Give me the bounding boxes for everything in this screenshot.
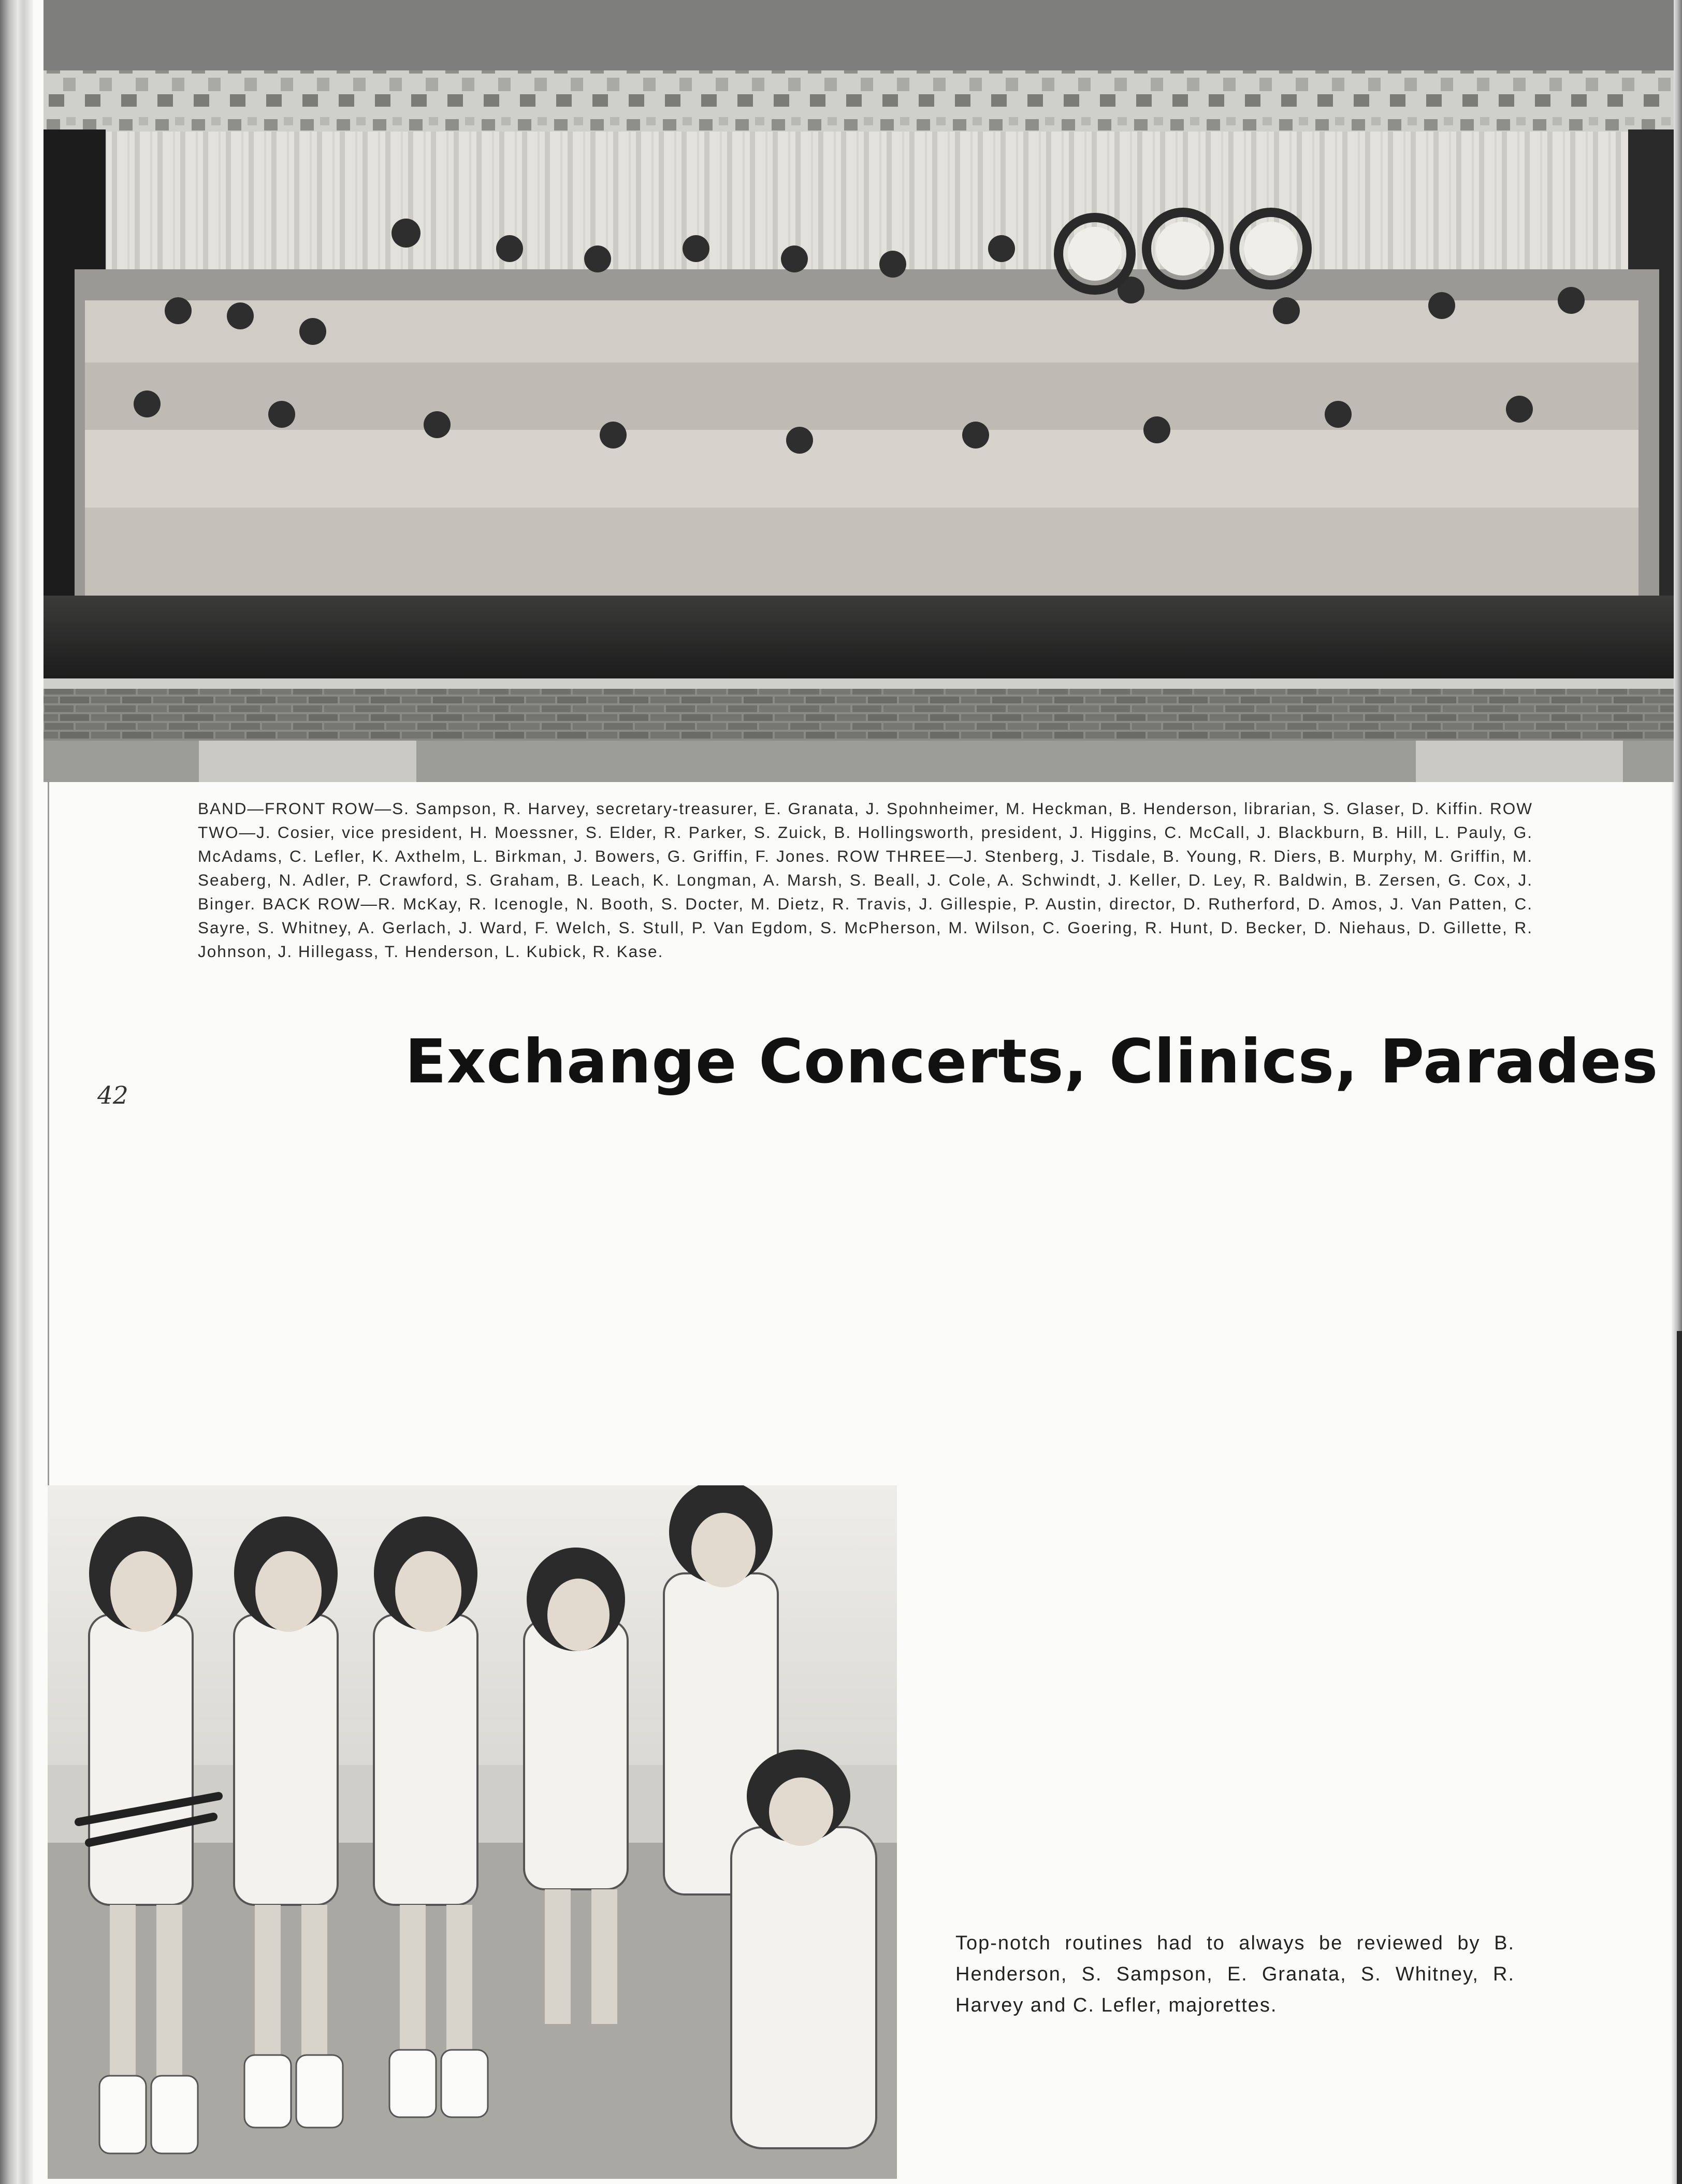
page-number: 42 xyxy=(97,1081,128,1110)
majorettes-photo-illustration xyxy=(48,1485,897,2179)
band-photo xyxy=(44,0,1674,782)
band-caption: BAND—FRONT ROW—S. Sampson, R. Harvey, secretary-treasurer, E. Granata, J. Spohnheimer, M. Heckman, B. Henderson, librarian, S. Glaser, D. Kiffin. ROW TWO—J. Cosier, vice president, H. Moessner, S. Elder, R. Parker, S. Zuick, B. Hollingsworth, president, J. Higgins, C. McCall, J. Blackburn, B. Hill, L. Pauly, G. McAdams, C. Lefler, K. Axthelm, L. Birkman, J. Bowers, G. Griffin, F. Jones. ROW THREE—J. Stenberg, J. Tisdale, B. Young, R. Diers, B. Murphy, M. Griffin, M. Seaberg, N. Adler, P. Crawford, S. Graham, B. Leach, K. Longman, A. Marsh, S. Beall, J. Cole, A. Schwindt, J. Keller, D. Ley, R. Baldwin, B. Zersen, G. Cox, J. Binger. BACK ROW—R. McKay, R. Icenogle, N. Booth, S. Docter, M. Dietz, R. Travis, J. Gillespie, P. Austin, director, D. Rutherford, D. Amos, J. Van Patten, C. Sayre, S. Whitney, A. Gerlach, J. Ward, F. Welch, S. Stull, P. Van Egdom, S. McPherson, M. Wilson, C. Goering, R. Hunt, D. Becker, D. Niehaus, D. Gillette, R. Johnson, J. Hillegass, T. Henderson, L. Kubick, R. Kase. xyxy=(198,799,1533,961)
page-right-edge-shadow xyxy=(1677,1331,1682,2184)
majorettes-photo xyxy=(48,1485,897,2179)
band-photo-illustration xyxy=(44,0,1674,782)
page-headline: Exchange Concerts, Clinics, Parades xyxy=(405,1026,1659,1097)
page-binding-edge xyxy=(0,0,33,2184)
majorettes-caption: Top-notch routines had to always be reviewed by B. Henderson, S. Sampson, E. Granata, S. Whitney, R. Harvey and C. Lefler, majorettes. xyxy=(955,1932,1515,2016)
